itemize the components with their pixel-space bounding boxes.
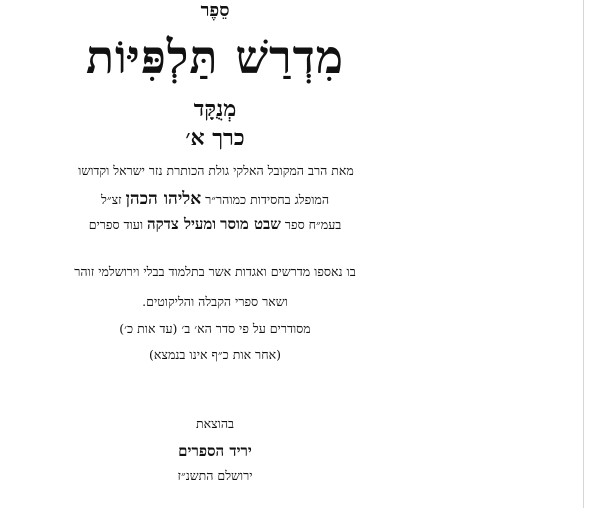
description-line-1: בו נאספו מדרשים ואגדות אשר בתלמוד בבלי וירושלמי זוהר [74, 264, 356, 279]
publisher-name: יריד הספרים [178, 442, 252, 460]
sefer-label: סֵפֶר [200, 0, 230, 21]
author-line-1: מאת הרב המקובל האלקי גולת הכותרת נזר ישראל וקדושו [78, 163, 354, 178]
book-title: מִדְרַשׁ תַּלְפִּיּוֹת [85, 30, 345, 84]
book-meil-tzedaka: ומעיל צדקה [147, 215, 217, 233]
description-line-3: מסודרים על פי סדר הא׳ ב׳ (עד אות כ׳) [119, 321, 311, 336]
description-line-2: ושאר ספרי הקבלה והליקוטים. [142, 294, 288, 309]
author-line-2 [0, 189, 430, 209]
author-line-3-prefix: בעמ״ח ספר [284, 217, 342, 232]
author-line-3-suffix: ועוד ספרים [88, 217, 144, 232]
menukad-label: מְנֻקָּד [193, 96, 237, 122]
published-by-label: בהוצאת [195, 416, 235, 431]
author-line-2-prefix: המופלג בחסידות כמוהר״ר [205, 192, 330, 207]
place-and-year: ירושלם התשנ״ז [177, 468, 253, 483]
author-line-3 [0, 215, 430, 234]
volume-label: כרך א׳ [185, 125, 245, 151]
description-line-4: (אחר אות כ״ף אינו בנמצא) [149, 347, 281, 362]
page-edge-divider [583, 0, 584, 508]
book-shevet-musar: שבט מוסר [220, 215, 281, 233]
author-line-2-suffix: זצ״ל [100, 192, 122, 207]
author-name: אליהו הכהן [125, 189, 202, 209]
